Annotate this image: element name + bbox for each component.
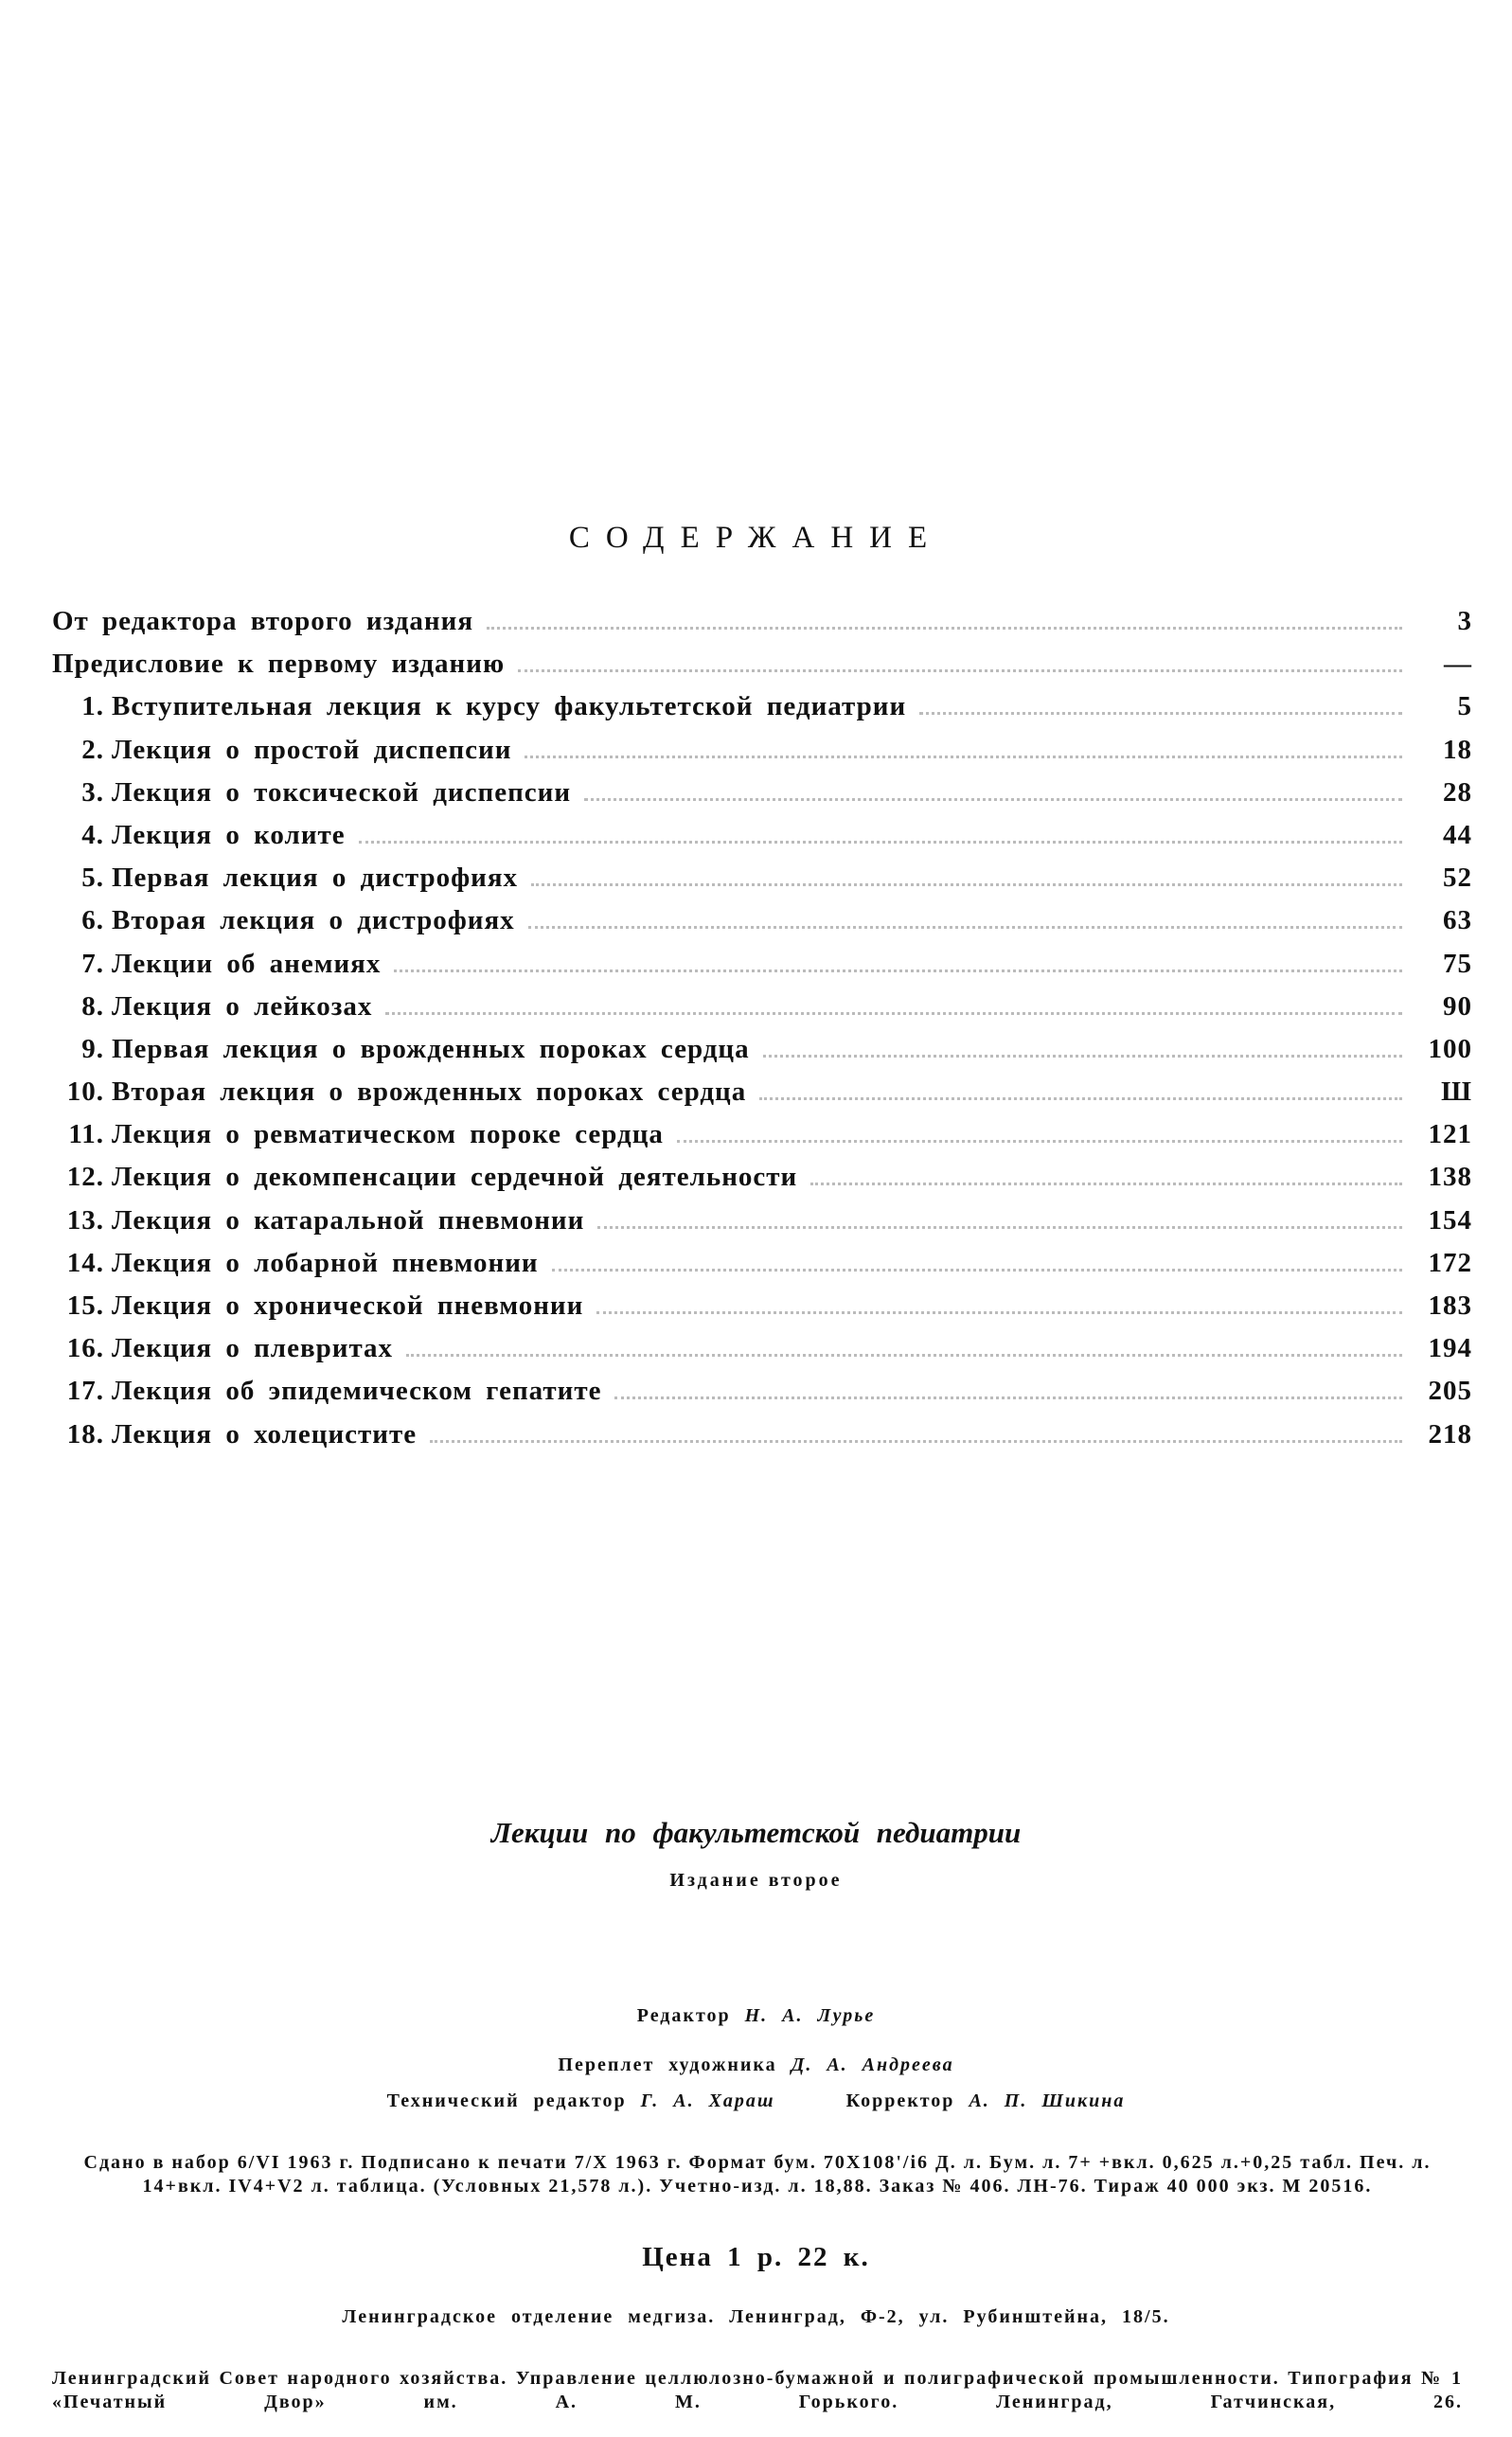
- toc-entry-number: 11.: [68, 1119, 104, 1150]
- toc-entry-number: 1.: [81, 691, 104, 722]
- toc-entry-number: 6.: [81, 905, 104, 936]
- toc-entry: [52, 1376, 1472, 1418]
- toc-entry-title: Предисловие к первому изданию: [52, 649, 506, 680]
- toc-entry: [52, 1419, 1472, 1462]
- toc-entry-title: Вторая лекция о врожденных пороках сердца: [112, 1076, 747, 1108]
- table-of-contents: [52, 606, 1472, 1462]
- toc-entry-number: 17.: [66, 1376, 104, 1407]
- toc-entry-page: 44: [1443, 819, 1472, 850]
- toc-entry-number: 8.: [81, 990, 104, 1022]
- toc-entry-title: Лекция о колите: [112, 819, 346, 850]
- toc-entry-title: Лекция о декомпенсации сердечной деятельности: [112, 1162, 798, 1193]
- dot-leader: [597, 1225, 1402, 1229]
- print-details: Сдано в набор 6/VI 1963 г. Подписано к печати 7/X 1963 г. Формат бум. 70X108'/i6 Д. л. Бум. л. 7+ +вкл. 0,625 л.+0,25 табл. Печ. л. 14+вкл. IV4+V2 л. таблица. (Условных 21,578 л.). Учетно-изд. л. 18,88. Заказ № 406. ЛН-76. Тираж 40 000 экз. М 20516.: [83, 2152, 1432, 2197]
- toc-entry-number: 3.: [81, 776, 104, 808]
- toc-entry-page: 218: [1428, 1418, 1472, 1450]
- toc-entry-number: 7.: [81, 948, 104, 979]
- toc-entry-title: Лекция о хронической пневмонии: [112, 1290, 584, 1321]
- toc-entry-page: 90: [1443, 990, 1472, 1022]
- toc-entry: [52, 1333, 1472, 1376]
- editor-credit: [0, 2005, 1512, 2027]
- toc-entry: [52, 777, 1472, 820]
- toc-entry-number: 4.: [81, 819, 104, 850]
- dot-leader: [359, 840, 1402, 844]
- toc-entry-title: Лекция о простой диспепсии: [112, 734, 512, 765]
- toc-entry-title: Первая лекция о врожденных пороках сердца: [112, 1033, 750, 1064]
- publisher-branch: Ленинградское отделение медгиза. Ленинград, Ф-2, ул. Рубинштейна, 18/5.: [342, 2306, 1170, 2327]
- dot-leader: [430, 1439, 1402, 1443]
- toc-entry: [52, 1290, 1472, 1333]
- toc-entry: [52, 820, 1472, 863]
- dot-leader: [528, 925, 1402, 929]
- toc-entry-number: 16.: [66, 1333, 104, 1364]
- toc-entry-title: Лекция о токсической диспепсии: [112, 776, 572, 808]
- toc-entry-page: 172: [1428, 1247, 1472, 1278]
- dot-leader: [810, 1182, 1402, 1185]
- dot-leader: [531, 882, 1402, 886]
- tech-editor-name: Г. А. Хараш: [640, 2090, 775, 2111]
- toc-entry-page: 183: [1428, 1290, 1472, 1321]
- price: Цена 1 р. 22 к.: [642, 2242, 870, 2272]
- dot-leader: [518, 668, 1402, 672]
- toc-entry-number: 14.: [66, 1247, 104, 1278]
- toc-entry: [52, 949, 1472, 991]
- toc-entry-page: 28: [1443, 776, 1472, 808]
- toc-entry-title: Вступительная лекция к курсу факультетской педиатрии: [112, 691, 907, 722]
- dot-leader: [394, 969, 1402, 972]
- proofreader-name: А. П. Шикина: [969, 2090, 1126, 2111]
- toc-entry-number: 13.: [66, 1204, 104, 1236]
- toc-entry-page: 5: [1457, 691, 1472, 722]
- binding-credit: [0, 2055, 1512, 2076]
- tech-editor-role: Технический редактор: [386, 2090, 627, 2111]
- technical-credits: [0, 2090, 1512, 2112]
- toc-entry-title: От редактора второго издания: [52, 606, 474, 636]
- toc-entry-page: 18: [1443, 734, 1472, 765]
- dot-leader: [919, 711, 1402, 715]
- toc-entry: [52, 735, 1472, 777]
- toc-entry-title: Лекция о холецистите: [112, 1418, 418, 1450]
- editor-name: Н. А. Лурье: [744, 2005, 876, 2026]
- dot-leader: [596, 1310, 1402, 1314]
- book-title: Лекции по факультетской педиатрии: [490, 1816, 1022, 1849]
- dot-leader: [385, 1011, 1402, 1015]
- printing-house: Ленинградский Совет народного хозяйства. Управление целлюлозно-бумажной и полиграфической промышленности. Типография № 1 «Печатный Двор» им. А. М. Горького. Ленинград, Гатчинская, 26.: [52, 2368, 1463, 2412]
- toc-entry-page: 75: [1443, 948, 1472, 979]
- toc-entry-page: 63: [1443, 905, 1472, 936]
- toc-entry-number: 15.: [66, 1290, 104, 1321]
- toc-entry-title: Лекция о катаральной пневмонии: [112, 1204, 585, 1236]
- toc-entry-page: Ш: [1441, 1076, 1472, 1108]
- toc-entry-number: 18.: [66, 1418, 104, 1450]
- toc-entry: [52, 1248, 1472, 1290]
- dot-leader: [763, 1054, 1402, 1058]
- toc-entry: [52, 1205, 1472, 1248]
- dot-leader: [614, 1396, 1402, 1399]
- tech-editor-credit: [387, 2090, 790, 2111]
- dot-leader: [525, 755, 1402, 758]
- toc-entry-title: Лекция о лейкозах: [112, 990, 373, 1022]
- toc-entry: [52, 691, 1472, 734]
- toc-entry: [52, 1162, 1472, 1204]
- toc-entry-number: 2.: [81, 734, 104, 765]
- toc-entry: [52, 991, 1472, 1034]
- toc-entry-page: 3: [1457, 606, 1472, 636]
- toc-entry: [52, 905, 1472, 948]
- toc-entry: [52, 649, 1472, 691]
- dot-leader: [759, 1096, 1402, 1100]
- toc-entry-page: 154: [1428, 1204, 1472, 1236]
- toc-entry: [52, 1119, 1472, 1162]
- toc-entry-number: 5.: [81, 863, 104, 894]
- toc-entry-page: 138: [1428, 1162, 1472, 1193]
- proofreader-credit: [846, 2090, 1126, 2111]
- edition-note: Издание второе: [669, 1870, 843, 1891]
- dot-leader: [552, 1268, 1402, 1272]
- dot-leader: [584, 797, 1402, 801]
- toc-entry-number: 10.: [66, 1076, 104, 1108]
- binding-name: Д. А. Андреева: [791, 2055, 954, 2075]
- toc-entry-title: Лекция о лобарной пневмонии: [112, 1247, 539, 1278]
- toc-entry-title: Лекции об анемиях: [112, 948, 382, 979]
- toc-entry-page: 194: [1428, 1333, 1472, 1364]
- toc-entry-title: Лекция о ревматическом пороке сердца: [112, 1119, 664, 1150]
- toc-entry-page: —: [1444, 649, 1472, 680]
- toc-entry-page: 100: [1428, 1033, 1472, 1064]
- toc-entry: [52, 1076, 1472, 1119]
- toc-entry: [52, 863, 1472, 905]
- toc-entry-page: 205: [1428, 1376, 1472, 1407]
- binding-role: Переплет художника: [558, 2055, 777, 2075]
- editor-role: Редактор: [636, 2005, 731, 2026]
- dot-leader: [677, 1139, 1402, 1143]
- toc-entry-number: 9.: [81, 1033, 104, 1064]
- toc-entry-title: Вторая лекция о дистрофиях: [112, 905, 515, 936]
- toc-entry-title: Лекция о плевритах: [112, 1333, 394, 1364]
- toc-entry-title: Лекция об эпидемическом гепатите: [112, 1376, 602, 1407]
- toc-entry: [52, 1034, 1472, 1076]
- toc-entry-page: 121: [1428, 1119, 1472, 1150]
- proofreader-role: Корректор: [845, 2090, 955, 2111]
- dot-leader: [487, 626, 1402, 630]
- toc-entry-number: 12.: [66, 1162, 104, 1193]
- toc-entry: [52, 606, 1472, 649]
- toc-heading: СОДЕРЖАНИЕ: [568, 521, 944, 555]
- dot-leader: [406, 1353, 1402, 1357]
- toc-entry-page: 52: [1443, 863, 1472, 894]
- toc-entry-title: Первая лекция о дистрофиях: [112, 863, 519, 894]
